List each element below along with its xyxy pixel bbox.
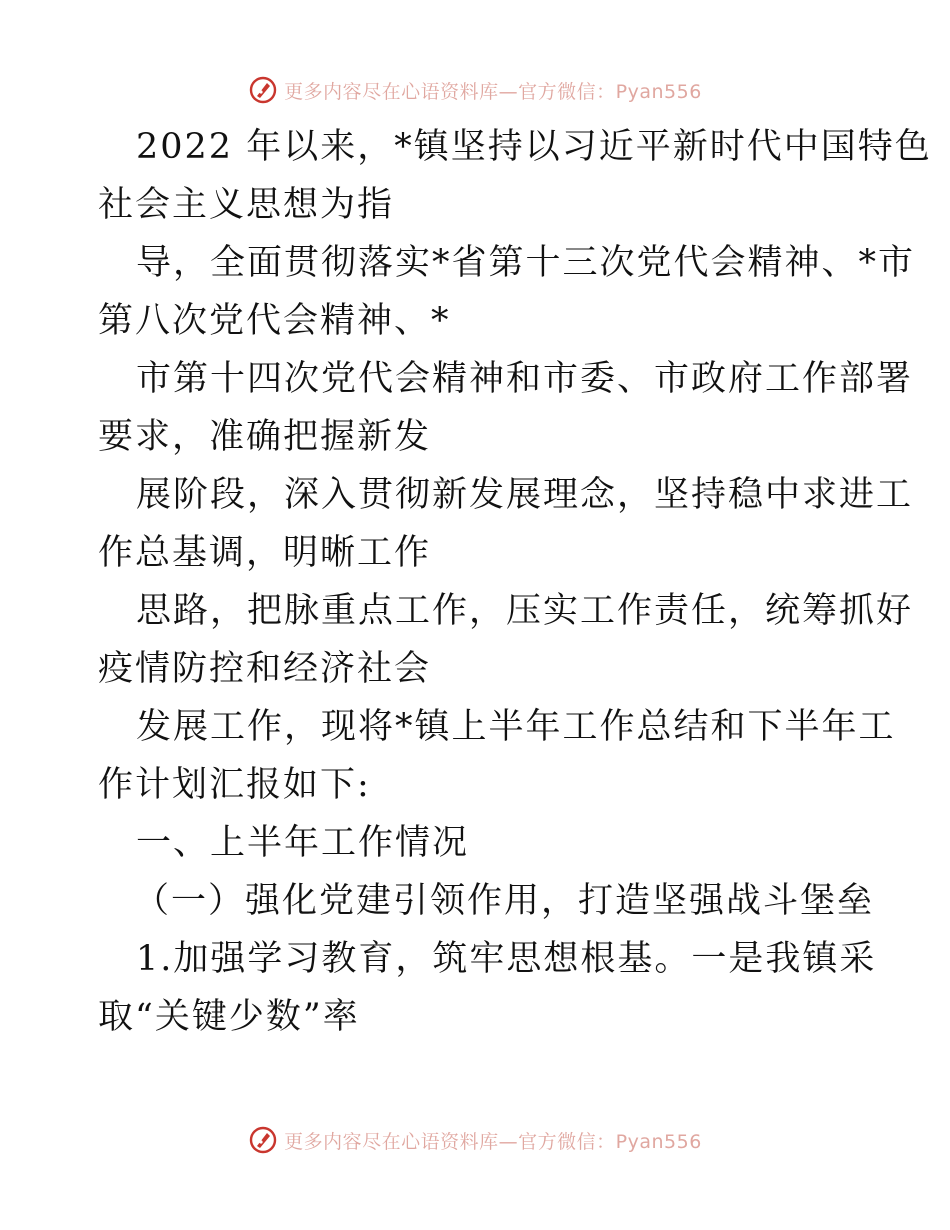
paragraph [98, 582, 914, 698]
paragraph [98, 930, 877, 1046]
paragraph-line: 市第十四次党代会精神和市委、市政府工作部署 [136, 359, 914, 399]
paragraph-line: 发展工作，现将*镇上半年工作总结和下半年工 [136, 707, 896, 747]
paragraph-line: 导，全面贯彻落实*省第十三次党代会精神、*市 [136, 243, 916, 283]
paragraph-line: 取“关键少数”率 [98, 997, 360, 1037]
paragraph-line: 展阶段，深入贯彻新发展理念，坚持稳中求进工 [136, 475, 914, 515]
section-heading: 一、上半年工作情况 [136, 823, 470, 863]
paragraph-line: 1.加强学习教育，筑牢思想根基。一是我镇采 [136, 939, 877, 979]
paragraph-line: 社会主义思想为指 [98, 185, 395, 225]
paragraph-line: 作计划汇报如下: [98, 765, 371, 805]
paragraph [98, 698, 896, 814]
paragraph-line: 第八次党代会精神、* [98, 301, 451, 341]
paragraph [98, 466, 914, 582]
paragraph-line: 2022 年以来，*镇坚持以习近平新时代中国特色 [136, 127, 932, 167]
document-body [98, 118, 932, 1046]
paragraph [98, 118, 932, 234]
paragraph-line: 思路，把脉重点工作，压实工作责任，统筹抓好 [136, 591, 914, 631]
paragraph [98, 234, 916, 350]
subsection-heading: （一）强化党建引领作用，打造坚强战斗堡垒 [134, 881, 875, 921]
pen-nib-circle-icon [248, 1125, 278, 1155]
paragraph-line: 疫情防控和经济社会 [98, 649, 432, 689]
paragraph-line: 要求，准确把握新发 [98, 417, 432, 457]
paragraph-line: 作总基调，明晰工作 [98, 533, 432, 573]
header-watermark [0, 70, 950, 110]
paragraph [98, 350, 914, 466]
footer-watermark [0, 1120, 950, 1160]
watermark-text: 更多内容尽在心语资料库—官方微信：Pyan556 [284, 80, 702, 103]
pen-nib-circle-icon [248, 75, 278, 105]
watermark-text: 更多内容尽在心语资料库—官方微信：Pyan556 [284, 1130, 702, 1153]
